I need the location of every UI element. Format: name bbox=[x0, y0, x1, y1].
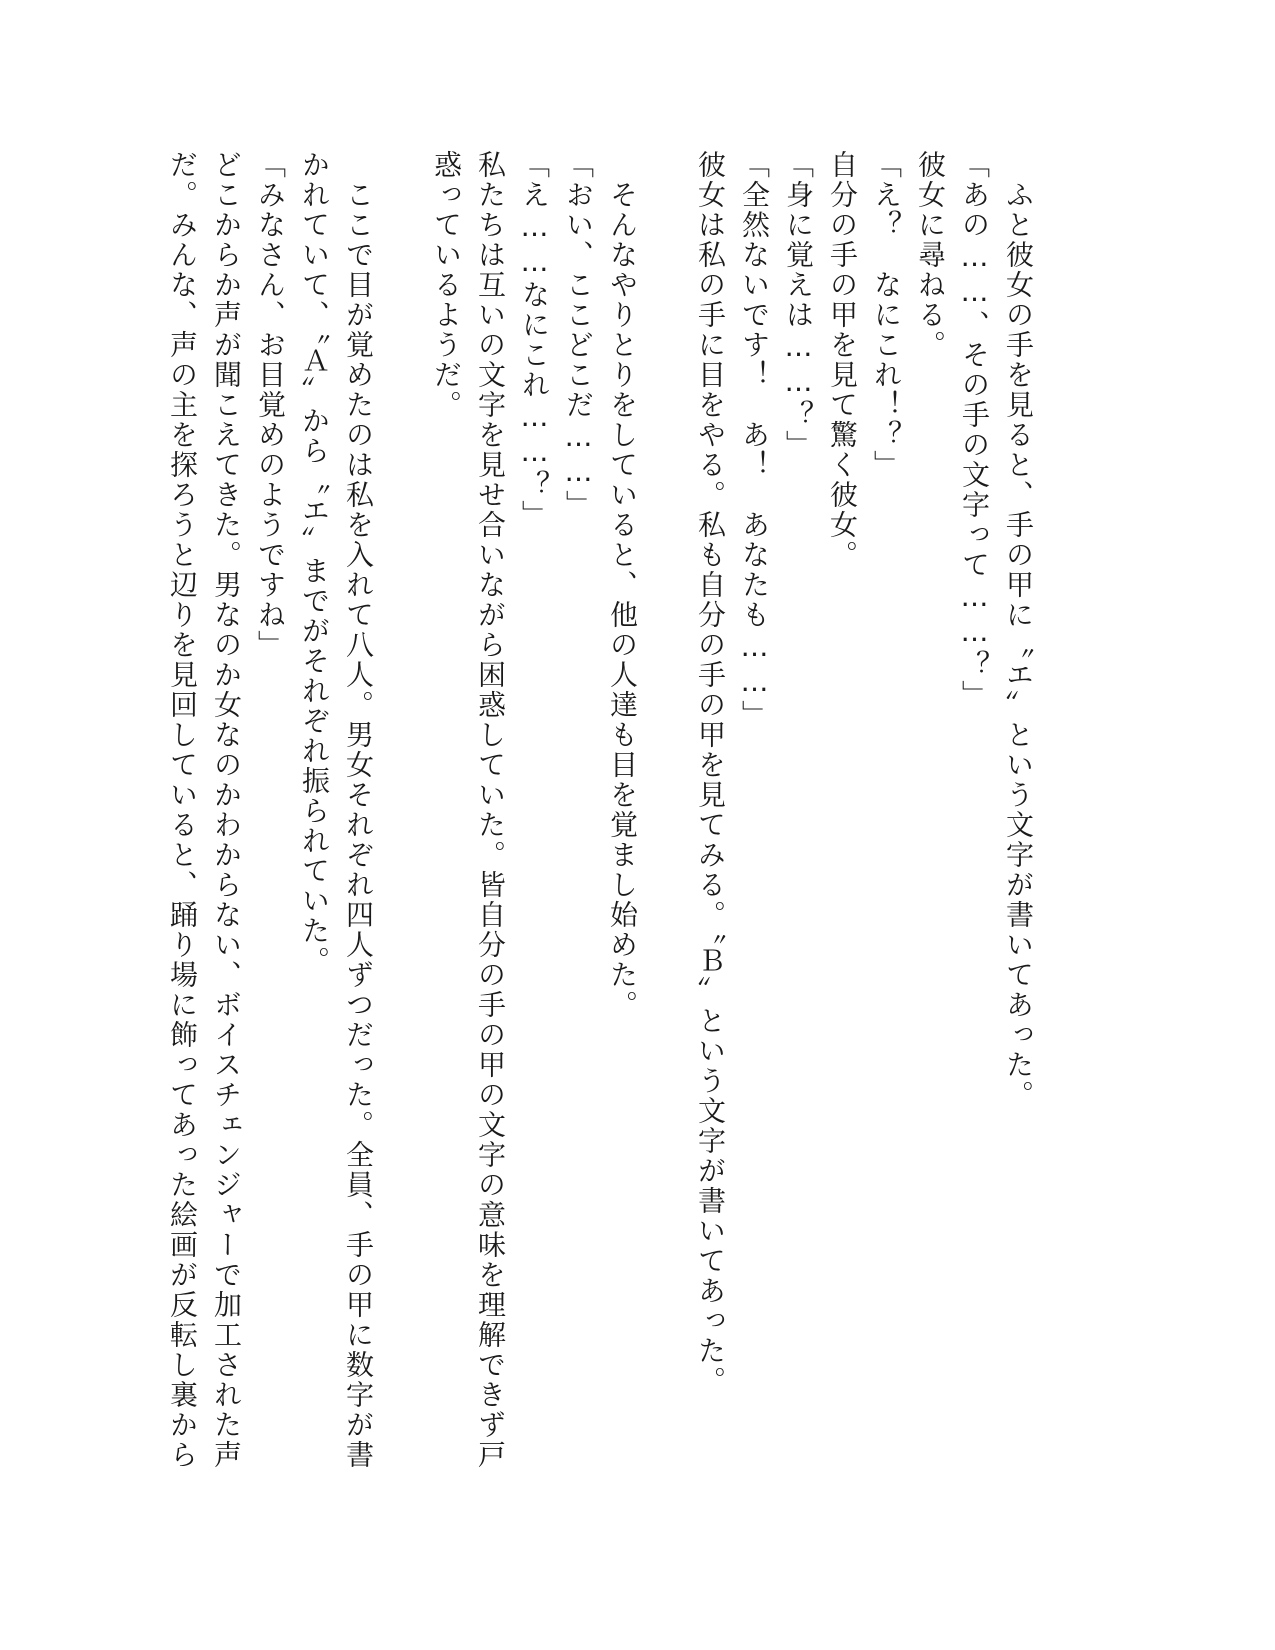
paragraph-line: ふと彼女の手を見ると、手の甲に〝エ〟という文字が書いてあった。 bbox=[1002, 150, 1035, 1110]
dialogue-line: 「おい、ここどこだ……」 bbox=[562, 150, 595, 520]
paragraph-line: ここで目が覚めたのは私を入れて八人。男女それぞれ四人ずつだった。全員、手の甲に数字が書かれていて、〝Ａ〟から〝エ〟までがそれぞれ振られていた。 bbox=[298, 150, 375, 1470]
dialogue-line: 「あの……、その手の文字って……？」 bbox=[958, 150, 991, 710]
dialogue-line: 「身に覚えは……？」 bbox=[782, 150, 815, 460]
dialogue-line: 「え……なにこれ……？」 bbox=[518, 150, 551, 530]
dialogue-line: 「全然ないです！ あ！ あなたも……」 bbox=[738, 150, 771, 730]
paragraph-line: 彼女に尋ねる。 bbox=[914, 150, 947, 360]
paragraph-line: 私たちは互いの文字を見せ合いながら困惑していた。皆自分の手の甲の文字の意味を理解できず戸惑っているようだ。 bbox=[430, 150, 507, 1470]
dialogue-line: 「みなさん、お目覚めのようですね」 bbox=[254, 150, 287, 660]
paragraph-line: 自分の手の甲を見て驚く彼女。 bbox=[826, 150, 859, 570]
blank-line bbox=[644, 150, 688, 1490]
blank-line bbox=[380, 150, 424, 1490]
vertical-text-body bbox=[160, 150, 1040, 1490]
paragraph-line: そんなやりとりをしていると、他の人達も目を覚まし始めた。 bbox=[606, 150, 639, 1020]
paragraph-line: 彼女は私の手に目をやる。私も自分の手の甲を見てみる。〝Ｂ〟という文字が書いてあった。 bbox=[694, 150, 727, 1396]
dialogue-line: 「え？ なにこれ！？」 bbox=[870, 150, 903, 480]
paragraph-line: どこからか声が聞こえてきた。男なのか女なのかわからない、ボイスチェンジャーで加工された声だ。みんな、声の主を探ろうと辺りを見回していると、踊り場に飾ってあった絵画が反転し裏から bbox=[166, 150, 243, 1470]
